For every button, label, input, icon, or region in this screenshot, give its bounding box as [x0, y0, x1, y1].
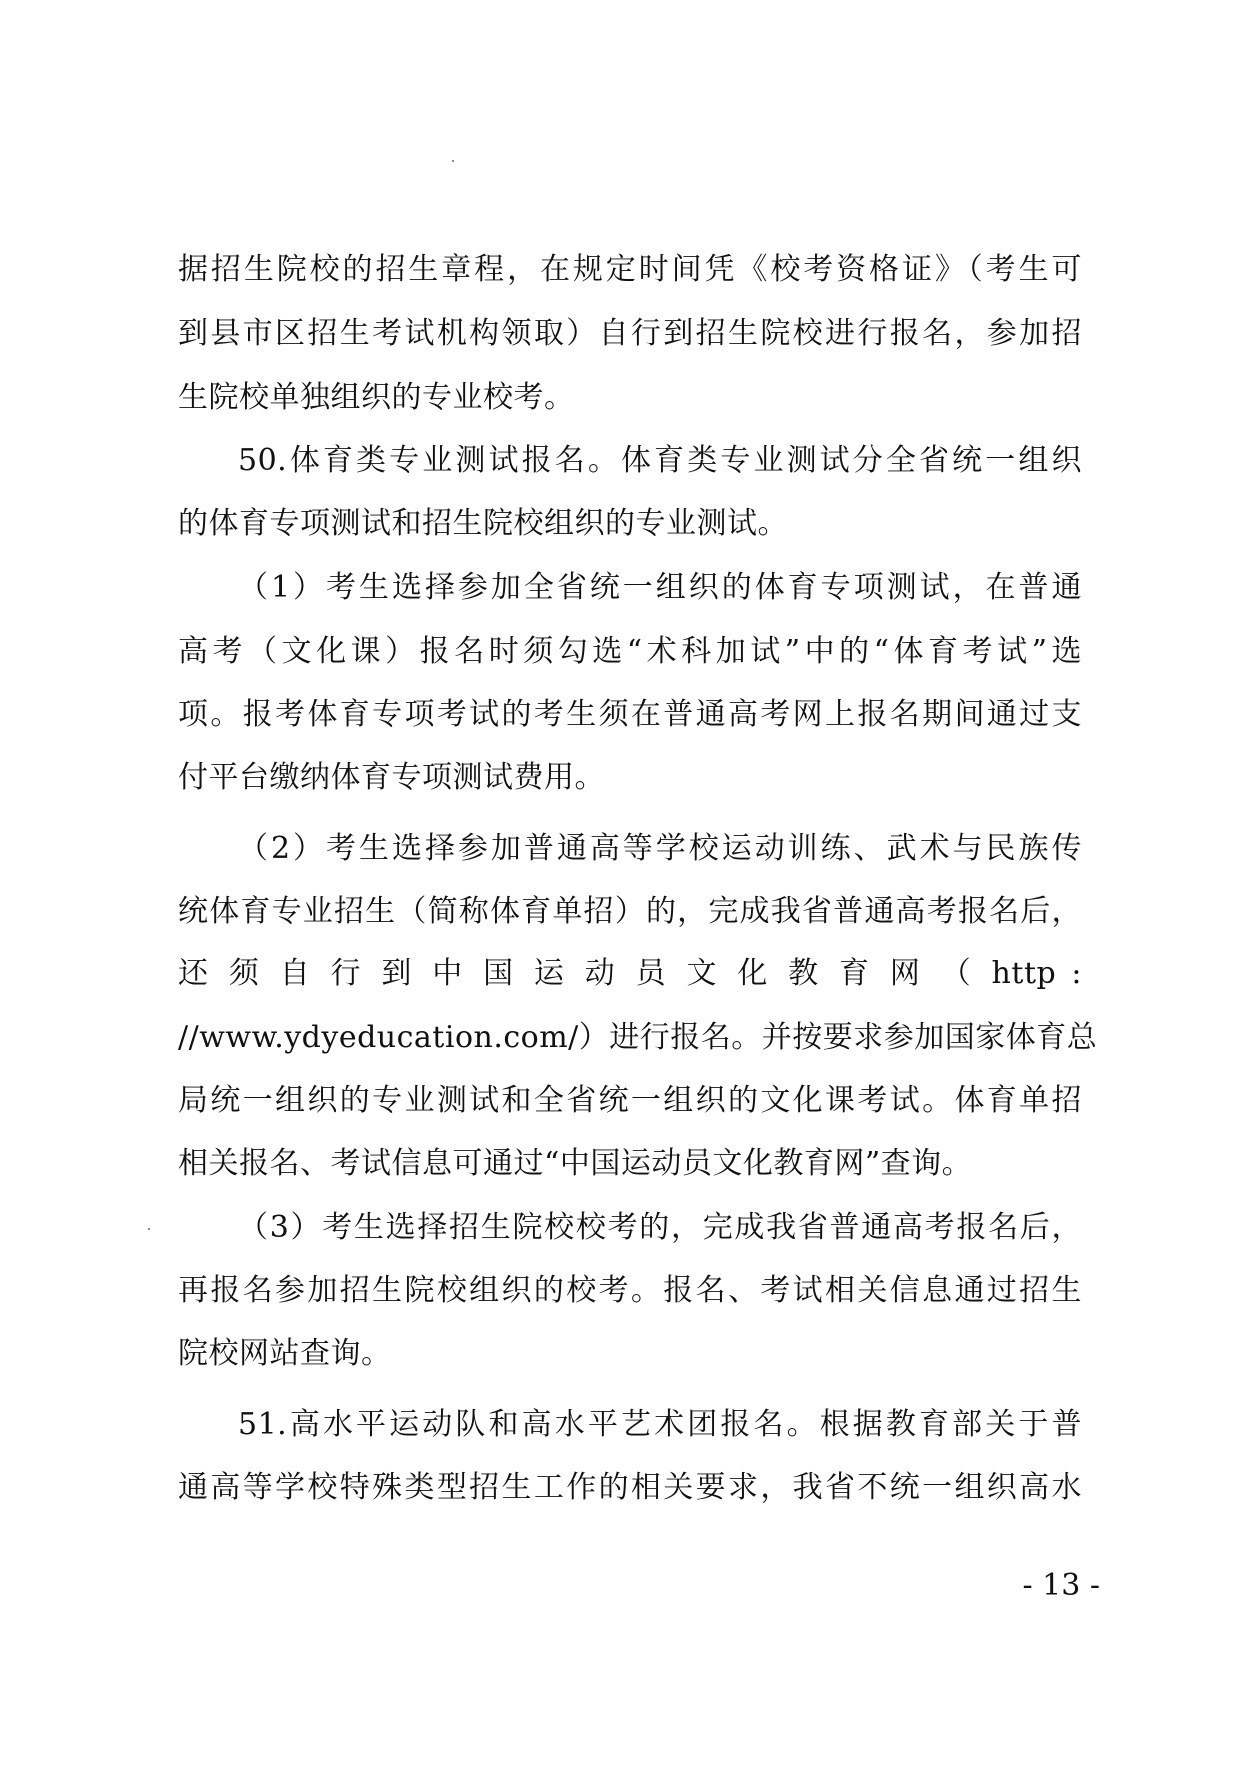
text-line: 统体育专业招生（简称体育单招）的，完成我省普通高考报名后， [178, 894, 1082, 929]
text-line: 再报名参加招生院校组织的校考。报名、考试相关信息通过招生 [178, 1273, 1082, 1308]
text-line: 据招生院校的招生章程，在规定时间凭《校考资格证》（考生可 [178, 252, 1082, 287]
text-line: 50.体育类专业测试报名。体育类专业测试分全省统一组织 [238, 443, 1082, 478]
text-line: （1）考生选择参加全省统一组织的体育专项测试，在普通 [238, 570, 1082, 605]
text-line: 还 须 自 行 到 中 国 运 动 员 文 化 教 育 网 （ http : [178, 956, 1082, 991]
text-line: 高考（文化课）报名时须勾选“术科加试”中的“体育考试”选 [178, 634, 1082, 669]
text-line: 51.高水平运动队和高水平艺术团报名。根据教育部关于普 [238, 1407, 1082, 1442]
text-line: 相关报名、考试信息可通过“中国运动员文化教育网”查询。 [178, 1146, 973, 1181]
text-line: （2）考生选择参加普通高等学校运动训练、武术与民族传 [238, 831, 1082, 866]
scan-speck [148, 1228, 150, 1230]
text-line: 项。报考体育专项考试的考生须在普通高考网上报名期间通过支 [178, 697, 1082, 732]
text-line: 的体育专项测试和招生院校组织的专业测试。 [178, 506, 788, 541]
text-line: 生院校单独组织的专业校考。 [178, 380, 575, 415]
text-line: 到县市区招生考试机构领取）自行到招生院校进行报名，参加招 [178, 316, 1082, 351]
text-line: 局统一组织的专业测试和全省统一组织的文化课考试。体育单招 [178, 1083, 1082, 1118]
text-line: （3）考生选择招生院校校考的，完成我省普通高考报名后， [238, 1210, 1082, 1245]
text-line: 院校网站查询。 [178, 1336, 392, 1371]
text-line: 通高等学校特殊类型招生工作的相关要求，我省不统一组织高水 [178, 1470, 1082, 1505]
scan-speck [452, 160, 454, 162]
text-line: //www.ydyeducation.com/）进行报名。并按要求参加国家体育总 [178, 1020, 1098, 1055]
page-number: - 13 - [1022, 1568, 1100, 1603]
text-line: 付平台缴纳体育专项测试费用。 [178, 760, 605, 795]
